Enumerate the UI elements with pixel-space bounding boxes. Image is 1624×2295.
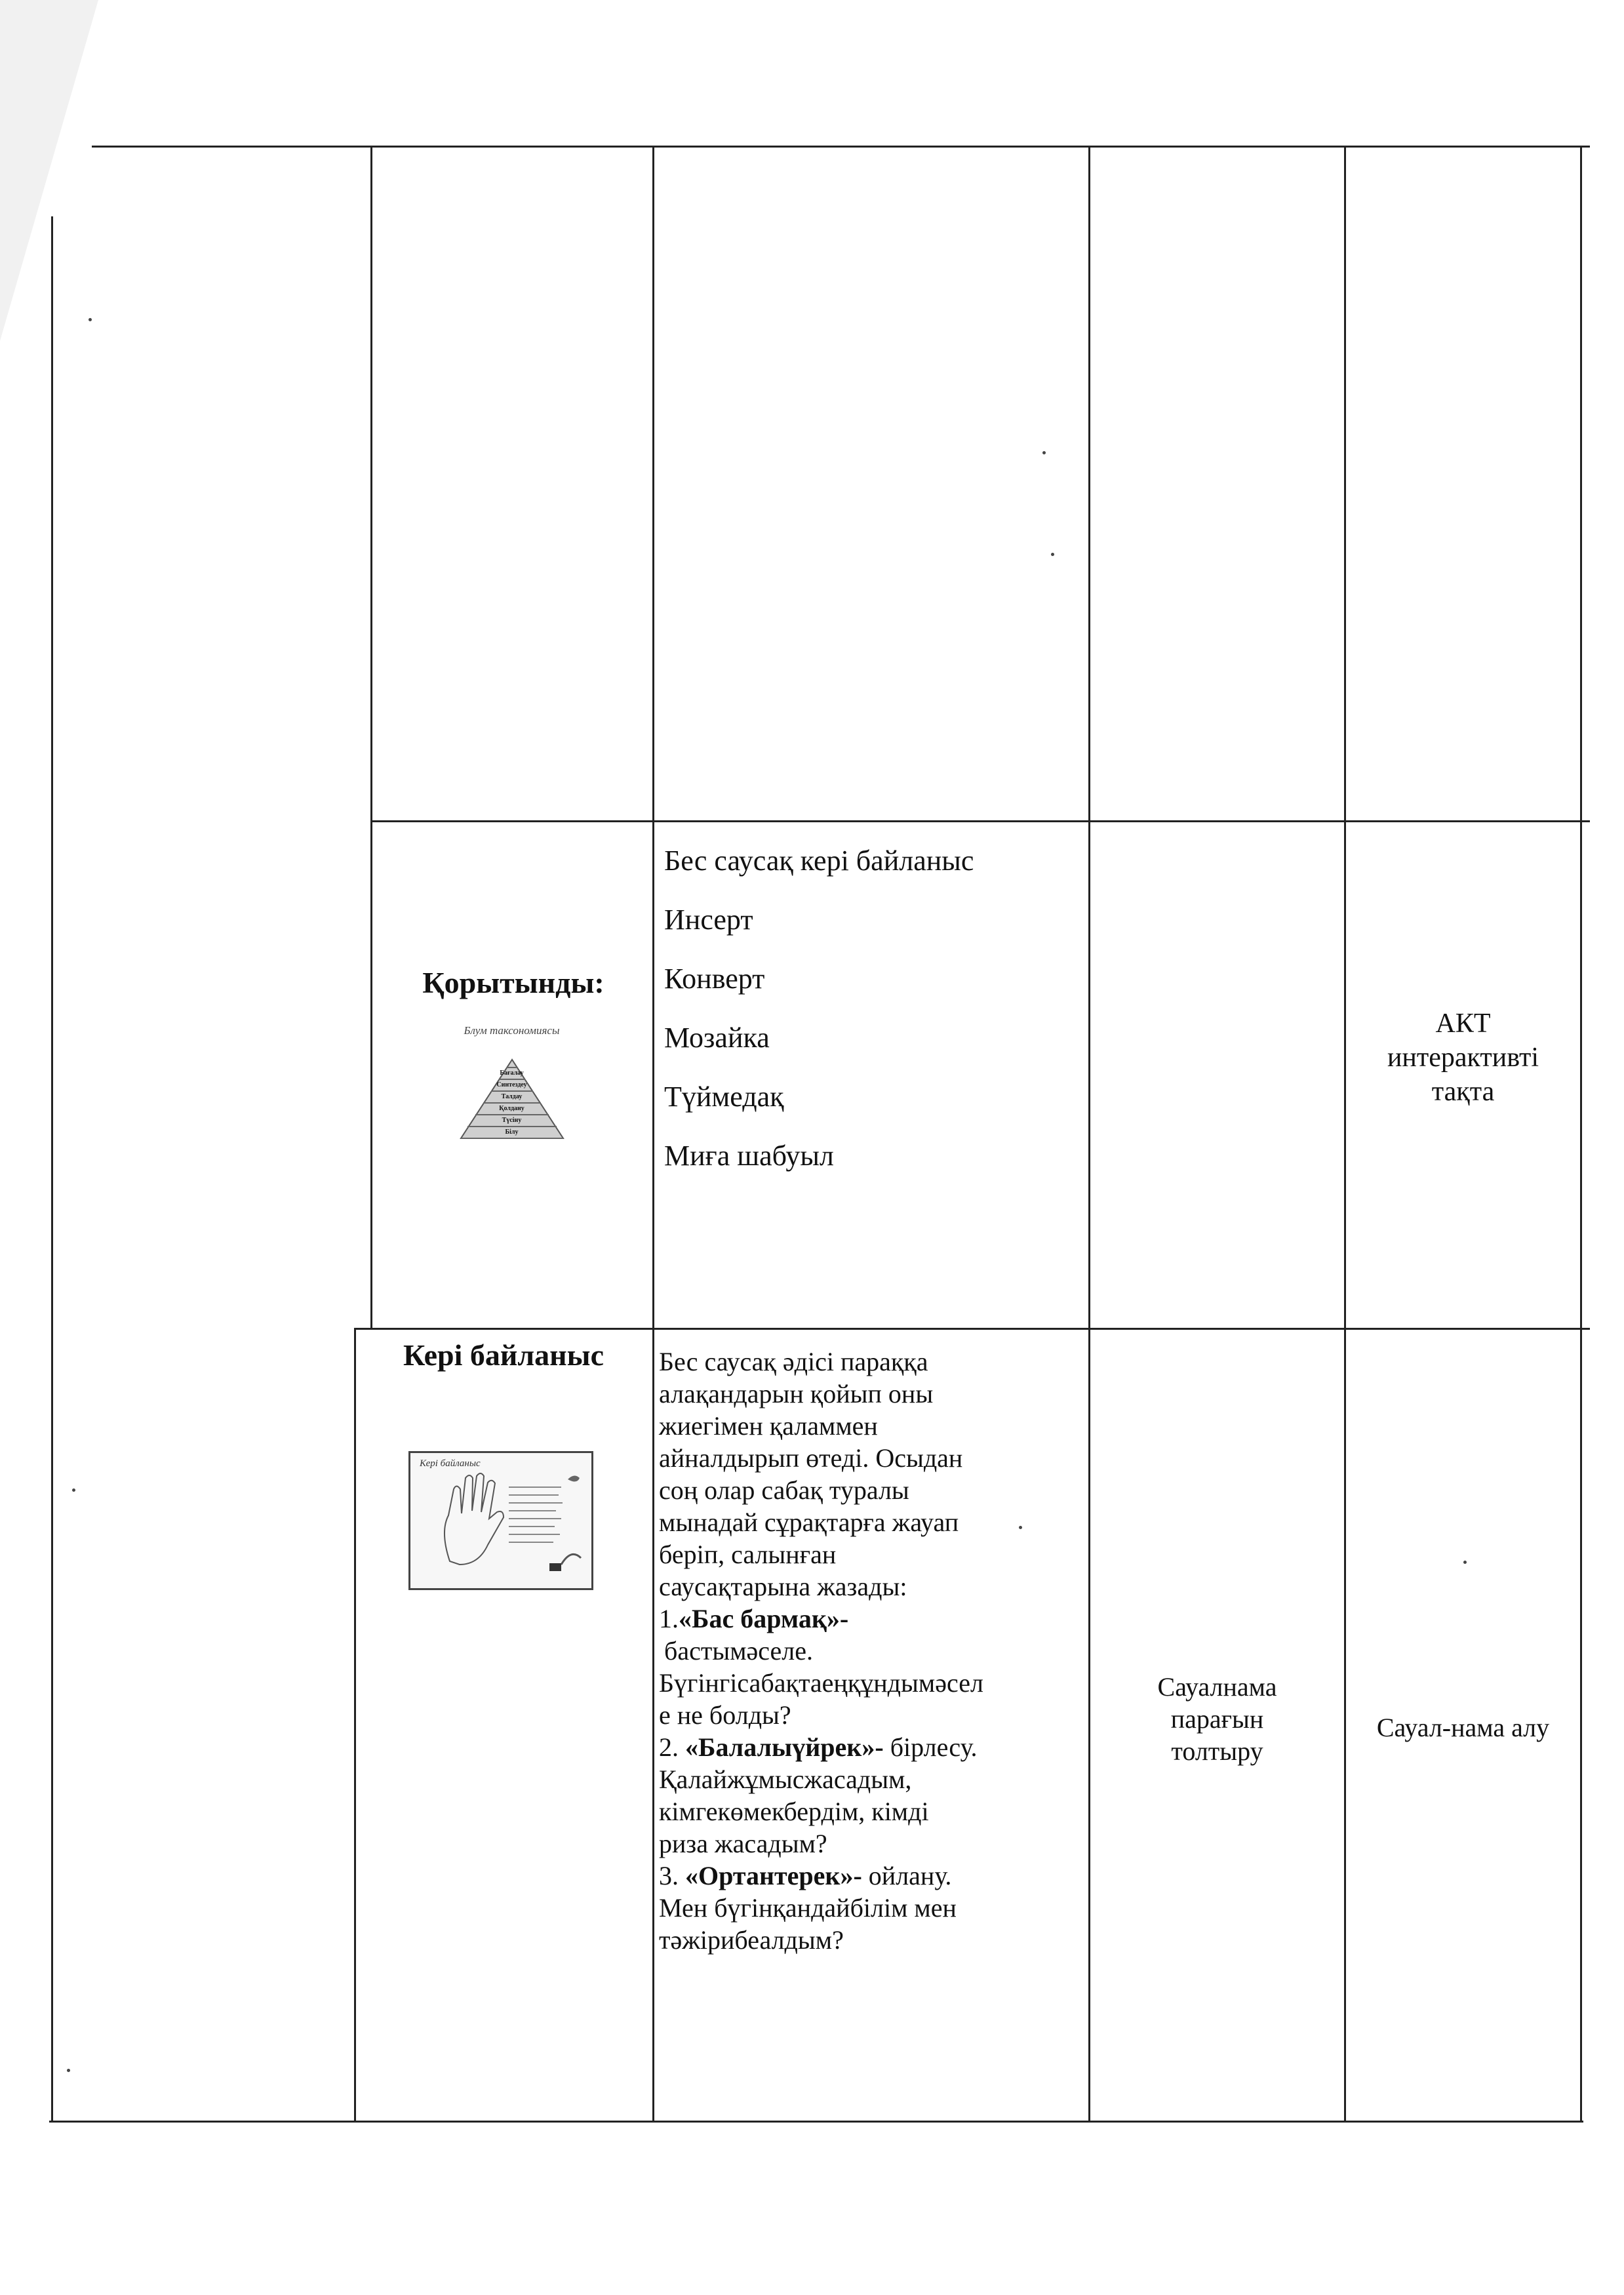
method-item: Түймедақ <box>664 1081 784 1113</box>
feedback-stage-cell <box>356 1330 652 2121</box>
question-2-line: риза жасадым? <box>659 1829 827 1858</box>
resource-line: АКТ <box>1435 1008 1491 1039</box>
conclusion-resources-cell <box>1346 1007 1580 1109</box>
question-2-line: кімгекөмекбердім, кімді <box>659 1797 929 1826</box>
method-item: Инсерт <box>664 904 753 936</box>
bloom-taxonomy-image <box>435 1019 589 1160</box>
hand-outline-icon <box>410 1453 591 1588</box>
method-item: Конверт <box>664 963 765 995</box>
method-item: Мозайка <box>664 1022 770 1054</box>
question-1-line: бастымәселе. <box>664 1636 813 1666</box>
question-3-heading: 3. «Ортантерек»- ойлану. <box>659 1861 952 1890</box>
feedback-hand-image <box>408 1451 593 1590</box>
conclusion-stage-cell <box>372 822 652 1328</box>
conclusion-methods-cell <box>664 831 1084 1186</box>
assessment-text: Сауал-нама алу <box>1376 1713 1550 1742</box>
bloom-level-4: Қолдану <box>499 1105 525 1112</box>
question-2-heading: 2. «Балалыүйрек»- бірлесу. <box>659 1732 978 1762</box>
feedback-stage-label: Кері байланыс <box>403 1338 604 1372</box>
intro-line: соң олар сабақ туралы <box>659 1475 909 1505</box>
question-2-line: Қалайжұмысжасадым, <box>659 1765 912 1794</box>
question-3-line: тәжірибеалдым? <box>659 1925 844 1955</box>
bloom-level-6: Білу <box>505 1128 519 1136</box>
question-1-line: е не болды? <box>659 1700 791 1730</box>
intro-line: алақандарын қойып оны <box>659 1379 934 1408</box>
intro-line: саусақтарына жазады: <box>659 1572 907 1601</box>
table-top-border <box>92 146 1590 148</box>
scan-speck <box>89 318 92 321</box>
table-bottom-border <box>49 2121 1583 2123</box>
bloom-caption: Блум таксономиясы <box>464 1024 560 1037</box>
column-divider-3 <box>1088 146 1090 2121</box>
column-divider-2 <box>652 146 654 2121</box>
scan-speck <box>67 2069 70 2072</box>
method-item: Миға шабуыл <box>664 1140 834 1172</box>
table-left-border <box>51 216 53 2121</box>
page-fold-shadow <box>0 0 98 341</box>
feedback-image-caption: Кері байланыс <box>420 1458 481 1469</box>
scan-speck <box>1463 1561 1467 1564</box>
intro-line: мынадай сұрақтарға жауап <box>659 1507 959 1537</box>
bloom-level-3: Талдау <box>501 1093 523 1100</box>
question-1-line: Бүгінгісабақтаеңқұндымәсел <box>659 1668 983 1698</box>
column-divider-4 <box>1344 146 1346 2121</box>
feedback-student-activity-cell <box>1090 1671 1344 1767</box>
bloom-level-5: Түсіну <box>502 1117 522 1124</box>
intro-line: айналдырып өтеді. Осыдан <box>659 1443 963 1473</box>
intro-line: жиегімен қаламмен <box>659 1411 878 1441</box>
question-1-heading: 1.«Бас бармақ»- <box>659 1604 849 1633</box>
feedback-assessment-cell <box>1346 1711 1580 1744</box>
activity-line: толтыру <box>1171 1736 1263 1766</box>
scan-speck <box>1051 553 1054 556</box>
intro-line: беріп, салынған <box>659 1540 837 1569</box>
feedback-method-cell <box>659 1346 1085 1956</box>
activity-line: Сауалнама <box>1157 1672 1277 1702</box>
scan-speck <box>1042 451 1046 454</box>
conclusion-stage-label: Қорытынды: <box>422 966 604 999</box>
bloom-level-1: Бағалау <box>500 1069 524 1077</box>
question-3-line: Мен бүгінқандайбілім мен <box>659 1893 957 1923</box>
method-item: Бес саусақ кері байланыс <box>664 845 974 877</box>
resource-line: интерактивті <box>1387 1043 1539 1073</box>
intro-line: Бес саусақ әдісі параққа <box>659 1347 928 1376</box>
scan-speck <box>72 1488 75 1492</box>
resource-line: тақта <box>1431 1077 1495 1107</box>
bloom-level-2: Синтездеу <box>496 1081 527 1088</box>
table-right-border <box>1580 146 1582 2121</box>
activity-line: парағын <box>1170 1704 1264 1734</box>
